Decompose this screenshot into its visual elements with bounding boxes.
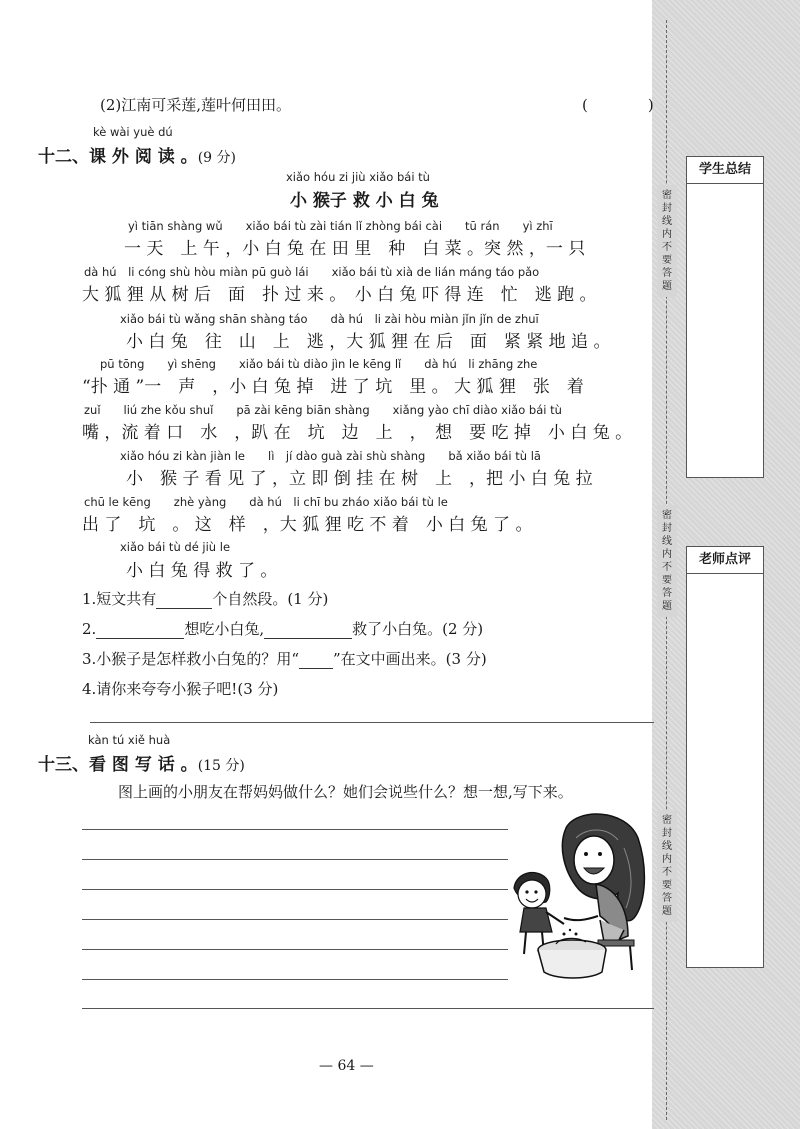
answer-line-q4[interactable] (90, 722, 654, 723)
section12-score: (9 分) (197, 150, 236, 166)
seal-char: 要 (662, 255, 672, 266)
question-3-suffix: ”在文中画出来。(3 分) (332, 650, 487, 668)
section13-prompt: 图上画的小朋友在帮妈妈做什么？她们会说些什么？想一想,写下来。 (118, 783, 573, 801)
question-2-middle: 想吃小白兔, (184, 620, 265, 638)
question-2-number: 2. (82, 620, 97, 638)
seal-char: 要 (662, 575, 672, 586)
seal-char: 密 (662, 815, 672, 826)
writing-line[interactable] (82, 1008, 654, 1009)
answer-blank-2b[interactable] (264, 624, 352, 639)
story-title: 小 猴子 救 小 白 兔 (290, 191, 439, 211)
q11-item-2: (2)江南可采莲,莲叶何田田。 (100, 96, 292, 114)
story-pinyin-7: chū le kēng zhè yàng dà hú li chī bu zháo xiǎo bái tù le (84, 495, 448, 509)
story-line-8: 小 白 兔 得 救 了 。 (126, 561, 278, 581)
answer-blank-1[interactable] (156, 594, 212, 609)
question-3-prefix: 3.小猴子是怎样救小白兔的？用“ (82, 650, 299, 668)
mother-child-illustration (506, 808, 652, 990)
seal-char: 内 (662, 854, 672, 865)
story-pinyin-6: xiǎo hóu zi kàn jiàn le lì jí dào guà zài shù shàng bǎ xiǎo bái tù lā (120, 449, 541, 463)
answer-blank-2a[interactable] (96, 624, 184, 639)
section12-pinyin: kè wài yuè dú (93, 125, 173, 139)
story-line-3: 小 白 兔 往 山 上 逃 ，大 狐 狸 在 后 面 紧 紧 地 追 。 (126, 332, 611, 352)
question-2-suffix: 救了小白兔。(2 分) (352, 620, 484, 638)
page-number: — 64 — (319, 1058, 374, 1074)
writing-line[interactable] (82, 979, 508, 980)
story-pinyin-3: xiǎo bái tù wǎng shān shàng táo dà hú li zài hòu miàn jǐn jǐn de zhuī (120, 312, 539, 326)
teacher-comment-title: 老师点评 (687, 547, 763, 574)
section12-heading (38, 142, 236, 167)
question-1-suffix: 个自然段。(1 分) (212, 590, 329, 608)
story-line-6: 小 猴 子 看 见 了 ，立 即 倒 挂 在 树 上 ，把 小 白 兔 拉 (126, 469, 593, 489)
seal-char: 密 (662, 510, 672, 521)
seal-char: 线 (662, 536, 672, 547)
question-2 (82, 618, 483, 639)
seal-note-1 (657, 185, 677, 297)
section13-heading (38, 750, 245, 775)
story-line-2: 大 狐 狸 从 树 后 面 扑 过 来 。 小 白 兔 吓 得 连 忙 逃 跑 。 (82, 285, 597, 305)
answer-paren[interactable]: ( ) (582, 96, 654, 114)
seal-char: 内 (662, 229, 672, 240)
seal-char: 题 (662, 281, 672, 292)
seal-note-2 (657, 505, 677, 617)
story-pinyin-4: pū tōng yì shēng xiǎo bái tù diào jìn le kēng lǐ dà hú li zhāng zhe (100, 357, 538, 371)
story-pinyin-5: zuǐ liú zhe kǒu shuǐ pā zài kēng biān shàng xiǎng yào chī diào xiǎo bái tù (84, 403, 562, 417)
writing-line[interactable] (82, 829, 508, 830)
seal-char: 答 (662, 893, 672, 904)
story-line-4: “扑 通 ”一 声 ，小 白 兔 掉 进 了 坑 里 。 大 狐 狸 张 着 (82, 377, 584, 397)
seal-char: 密 (662, 190, 672, 201)
seal-char: 题 (662, 601, 672, 612)
story-pinyin-2: dà hú li cóng shù hòu miàn pū guò lái xiǎo bái tù xià de lián máng táo pǎo (84, 265, 540, 279)
seal-char: 封 (662, 523, 672, 534)
seal-note-3 (657, 810, 677, 922)
teacher-comment-box[interactable] (686, 546, 764, 968)
story-line-7: 出 了 坑 。 这 样 ，大 狐 狸 吃 不 着 小 白 兔 了 。 (82, 515, 533, 535)
writing-line[interactable] (82, 919, 508, 920)
seal-char: 内 (662, 549, 672, 560)
seal-char: 题 (662, 906, 672, 917)
story-line-1: 一 天 上 午 ，小 白 兔 在 田 里 种 白 菜 。突 然 ，一 只 (124, 239, 586, 259)
seal-char: 要 (662, 880, 672, 891)
question-1-prefix: 1.短文共有 (82, 590, 157, 608)
section12-title: 十二、课 外 阅 读 。 (38, 147, 198, 167)
story-line-5: 嘴 ，流 着 口 水 ，趴 在 坑 边 上 ， 想 要 吃 掉 小 白 兔 。 (82, 423, 633, 443)
question-1 (82, 588, 328, 609)
question-4: 4.请你来夸夸小猴子吧!(3 分) (82, 680, 279, 698)
writing-line[interactable] (82, 859, 508, 860)
seal-char: 答 (662, 588, 672, 599)
seal-char: 线 (662, 216, 672, 227)
seal-char: 封 (662, 828, 672, 839)
section13-pinyin: kàn tú xiě huà (88, 733, 171, 747)
seal-char: 不 (662, 867, 672, 878)
story-pinyin-1: yì tiān shàng wǔ xiǎo bái tù zài tián lǐ zhòng bái cài tū rán yì zhī (128, 219, 553, 233)
writing-line[interactable] (82, 949, 508, 950)
section13-title: 十三、看 图 写 话 。 (38, 755, 198, 775)
student-summary-title: 学生总结 (687, 157, 763, 184)
seal-char: 答 (662, 268, 672, 279)
seal-char: 不 (662, 562, 672, 573)
seal-char: 不 (662, 242, 672, 253)
seal-char: 线 (662, 841, 672, 852)
story-title-pinyin: xiǎo hóu zi jiù xiǎo bái tù (286, 170, 430, 184)
section13-score: (15 分) (197, 758, 245, 774)
seal-char: 封 (662, 203, 672, 214)
story-pinyin-8: xiǎo bái tù dé jiù le (120, 540, 231, 554)
writing-line[interactable] (82, 889, 508, 890)
student-summary-box[interactable] (686, 156, 764, 478)
underline-symbol (299, 654, 333, 669)
question-3 (82, 648, 487, 669)
